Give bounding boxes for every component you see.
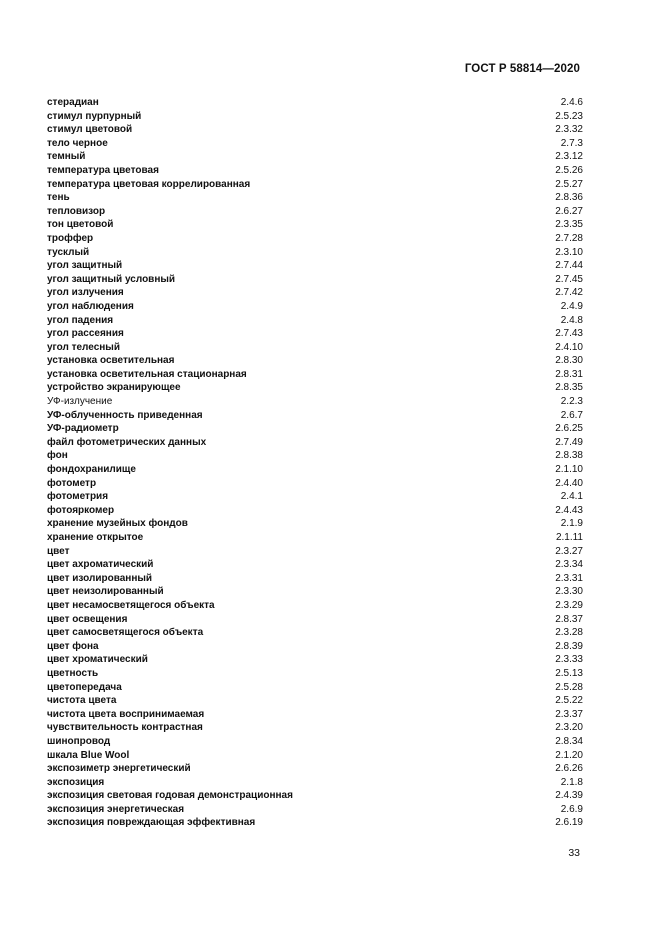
index-term: темный	[47, 151, 86, 163]
index-entry	[47, 205, 583, 219]
index-reference: 2.5.26	[555, 164, 583, 176]
index-term: УФ-радиометр	[47, 423, 119, 435]
index-entry	[47, 191, 583, 205]
index-term: экспозиция	[47, 776, 105, 788]
index-term: угол падения	[47, 314, 114, 326]
index-term: файл фотометрических данных	[47, 436, 207, 448]
index-term: угол рассеяния	[47, 328, 124, 340]
index-entry	[47, 422, 583, 436]
index-entry	[47, 259, 583, 273]
index-reference: 2.1.9	[560, 518, 583, 530]
index-entry	[47, 137, 583, 151]
index-entry	[47, 232, 583, 246]
index-reference: 2.7.3	[560, 137, 583, 149]
index-entry	[47, 123, 583, 137]
index-term: экспозиция энергетическая	[47, 803, 185, 815]
index-reference: 2.6.19	[555, 817, 583, 829]
index-reference: 2.4.39	[555, 790, 583, 802]
index-reference: 2.5.23	[555, 110, 583, 122]
index-reference: 2.5.13	[555, 667, 583, 679]
index-entry	[47, 409, 583, 423]
index-entry	[47, 381, 583, 395]
term-index-list	[47, 96, 583, 830]
index-reference: 2.3.31	[555, 572, 583, 584]
index-reference: 2.8.30	[555, 355, 583, 367]
index-entry	[47, 164, 583, 178]
index-reference: 2.4.1	[560, 491, 583, 503]
index-entry	[47, 572, 583, 586]
index-reference: 2.1.11	[555, 532, 583, 543]
index-term: фотояркомер	[47, 504, 115, 516]
page-number: 33	[568, 847, 580, 859]
index-term: угол наблюдения	[47, 300, 134, 312]
index-term: шкала Blue Wool	[47, 749, 130, 761]
index-term: фон	[47, 450, 68, 462]
index-entry	[47, 504, 583, 518]
index-term: хранение открытое	[47, 532, 144, 543]
index-reference: 2.4.9	[560, 300, 583, 312]
index-entry	[47, 517, 583, 531]
index-reference: 2.3.20	[555, 722, 583, 734]
index-reference: 2.6.7	[560, 409, 583, 421]
index-reference: 2.8.39	[555, 640, 583, 652]
index-entry	[47, 490, 583, 504]
index-entry	[47, 749, 583, 763]
index-reference: 2.6.27	[555, 205, 583, 217]
index-entry	[47, 558, 583, 572]
index-entry	[47, 585, 583, 599]
index-entry	[47, 286, 583, 300]
index-entry	[47, 218, 583, 232]
index-term: цвет фона	[47, 640, 99, 652]
index-entry	[47, 721, 583, 735]
index-term: фондохранилище	[47, 464, 136, 476]
index-reference: 2.3.33	[555, 654, 583, 666]
index-entry	[47, 300, 583, 314]
index-term: угол защитный	[47, 260, 123, 272]
index-term: цвет несамосветящегося объекта	[47, 599, 215, 611]
index-entry	[47, 708, 583, 722]
index-term: температура цветовая коррелированная	[47, 178, 251, 190]
index-entry	[47, 545, 583, 559]
index-entry	[47, 449, 583, 463]
index-entry	[47, 531, 583, 545]
index-entry	[47, 599, 583, 613]
index-reference: 2.7.28	[555, 232, 583, 244]
index-entry	[47, 436, 583, 450]
index-entry	[47, 613, 583, 627]
index-term: УФ-излучение	[47, 396, 113, 408]
index-term: устройство экранирующее	[47, 382, 181, 394]
index-reference: 2.8.34	[555, 735, 583, 747]
index-entry	[47, 477, 583, 491]
index-reference: 2.4.10	[555, 341, 583, 353]
index-reference: 2.7.42	[555, 287, 583, 299]
index-reference: 2.5.27	[555, 178, 583, 190]
index-term: установка осветительная	[47, 355, 175, 367]
index-term: чувствительность контрастная	[47, 722, 203, 734]
index-term: цветность	[47, 667, 99, 679]
index-entry	[47, 341, 583, 355]
index-entry	[47, 776, 583, 790]
index-term: тон цветовой	[47, 219, 114, 231]
index-entry	[47, 368, 583, 382]
index-term: угол излучения	[47, 287, 124, 299]
index-term: тело черное	[47, 137, 108, 149]
index-term: цвет освещения	[47, 613, 128, 625]
index-reference: 2.3.37	[555, 708, 583, 720]
index-term: троффер	[47, 232, 94, 244]
index-reference: 2.1.8	[560, 776, 583, 788]
index-reference: 2.3.27	[555, 545, 583, 557]
index-reference: 2.7.49	[555, 436, 583, 448]
index-reference: 2.6.26	[555, 763, 583, 775]
index-reference: 2.3.35	[555, 219, 583, 231]
index-entry	[47, 681, 583, 695]
index-entry	[47, 789, 583, 803]
index-term: цвет самосветящегося объекта	[47, 627, 204, 639]
index-entry	[47, 327, 583, 341]
index-entry	[47, 354, 583, 368]
index-reference: 2.8.36	[555, 192, 583, 204]
index-reference: 2.3.30	[555, 586, 583, 598]
index-reference: 2.8.38	[555, 450, 583, 462]
index-reference: 2.7.44	[555, 260, 583, 272]
index-reference: 2.5.28	[555, 681, 583, 693]
index-term: чистота цвета воспринимаемая	[47, 708, 205, 720]
document-code: ГОСТ Р 58814—2020	[464, 63, 580, 75]
index-reference: 2.4.8	[560, 314, 583, 326]
index-term: тусклый	[47, 246, 90, 258]
index-term: угол телесный	[47, 341, 120, 353]
index-reference: 2.7.43	[555, 328, 583, 340]
index-entry	[47, 735, 583, 749]
index-term: угол защитный условный	[47, 273, 176, 285]
index-term: экспозиция световая годовая демонстрационная	[47, 790, 293, 802]
index-term: фотометрия	[47, 491, 109, 503]
index-term: стимул пурпурный	[47, 110, 142, 122]
index-entry	[47, 653, 583, 667]
index-reference: 2.3.29	[555, 599, 583, 611]
index-entry	[47, 314, 583, 328]
index-entry	[47, 626, 583, 640]
index-reference: 2.6.9	[560, 803, 583, 815]
index-term: цвет	[47, 545, 70, 557]
index-entry	[47, 762, 583, 776]
index-reference: 2.3.32	[555, 124, 583, 136]
index-term: цвет изолированный	[47, 572, 153, 584]
index-entry	[47, 803, 583, 817]
index-entry	[47, 395, 583, 409]
index-reference: 2.4.43	[555, 504, 583, 516]
index-reference: 2.8.35	[555, 382, 583, 394]
index-term: стерадиан	[47, 97, 99, 108]
index-term: тень	[47, 192, 70, 204]
index-term: цвет ахроматический	[47, 559, 154, 571]
index-reference: 2.3.10	[555, 246, 583, 258]
index-entry	[47, 246, 583, 260]
index-term: УФ-облученность приведенная	[47, 409, 203, 421]
index-reference: 2.3.12	[555, 151, 583, 163]
index-reference: 2.8.31	[555, 368, 583, 380]
index-reference: 2.7.45	[555, 273, 583, 285]
index-reference: 2.5.22	[555, 695, 583, 707]
index-entry	[47, 463, 583, 477]
index-term: шинопровод	[47, 735, 111, 747]
index-entry	[47, 816, 583, 830]
index-term: температура цветовая	[47, 164, 159, 176]
index-reference: 2.4.6	[560, 97, 583, 108]
index-entry	[47, 110, 583, 124]
index-entry	[47, 96, 583, 110]
index-entry	[47, 667, 583, 681]
index-term: экспозиметр энергетический	[47, 763, 191, 775]
index-term: фотометр	[47, 477, 97, 489]
index-term: установка осветительная стационарная	[47, 368, 247, 380]
index-reference: 2.1.20	[555, 749, 583, 761]
index-reference: 2.8.37	[555, 613, 583, 625]
index-reference: 2.6.25	[555, 423, 583, 435]
index-term: цвет хроматический	[47, 654, 148, 666]
index-entry	[47, 694, 583, 708]
index-term: тепловизор	[47, 205, 106, 217]
index-entry	[47, 150, 583, 164]
index-term: стимул цветовой	[47, 124, 133, 136]
index-term: хранение музейных фондов	[47, 518, 188, 530]
index-term: чистота цвета	[47, 695, 117, 707]
index-reference: 2.1.10	[555, 464, 583, 476]
index-term: экспозиция повреждающая эффективная	[47, 817, 256, 829]
index-entry	[47, 273, 583, 287]
index-reference: 2.3.28	[555, 627, 583, 639]
index-reference: 2.2.3	[560, 396, 583, 408]
index-entry	[47, 178, 583, 192]
index-term: цветопередача	[47, 681, 122, 693]
index-reference: 2.4.40	[555, 477, 583, 489]
index-term: цвет неизолированный	[47, 586, 164, 598]
index-reference: 2.3.34	[555, 559, 583, 571]
index-entry	[47, 640, 583, 654]
